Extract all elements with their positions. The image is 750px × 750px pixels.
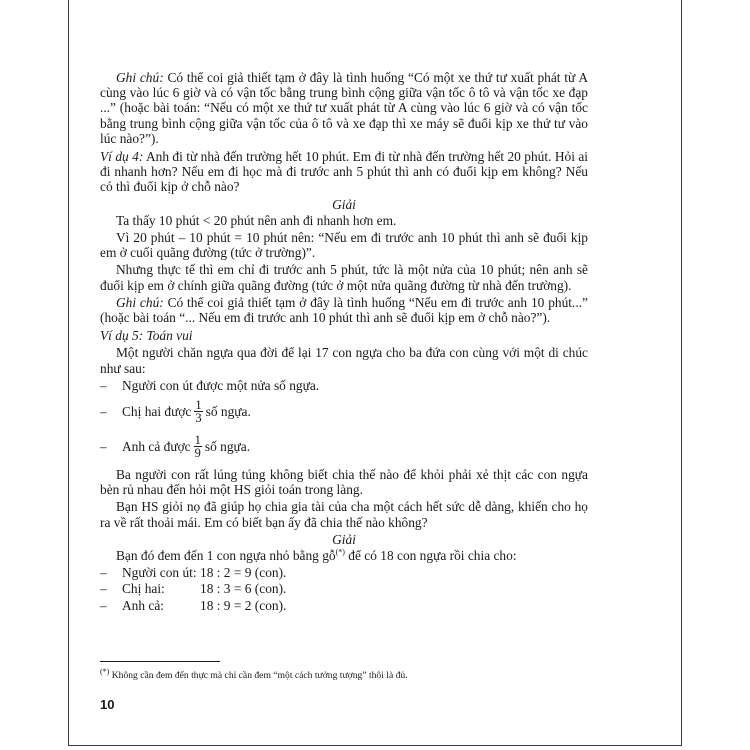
division-row-calc: 18 : 3 = 6 (con). [200, 581, 287, 597]
note-text: Có thể coi giả thiết tạm ở đây là tình huống “Có một xe thứ tư xuất phát từ A cùng vào lúc 6 giờ và có vận tốc bằng trung bình cộng giữa vận tốc ô tô và vận tốc xe đạp ...” (hoặc bài toán: “Nếu có một xe thứ tư xuất phát từ A cùng vào lúc 6 giờ và có vận tốc bằng trung bình cộng giữa vận tốc của ô tô và xe đạp thì xe máy sẽ đuổi kịp xe thứ tư vào lúc nào?”). [100, 70, 588, 146]
dash-bullet: – [100, 377, 107, 393]
division-row-person: Anh cả: [122, 597, 165, 613]
dash-bullet: – [100, 565, 107, 581]
will-item-3-before: Anh cả được [122, 438, 191, 454]
dash-bullet: – [100, 597, 107, 613]
note-label: Ghi chú: [116, 294, 164, 310]
page-number: 10 [100, 697, 115, 712]
dash-bullet: – [100, 403, 107, 419]
solution-4-line-3: Nhưng thực tế thì em chỉ đi trước anh 5 phút, tức là một nửa của 10 phút; nên anh sẽ đuổi kịp em ở chính giữa quãng đường (tức ở một nửa quãng đường từ nhà đến trường). [100, 262, 588, 293]
solution-heading: Giải [332, 196, 356, 212]
dash-bullet: – [100, 438, 107, 454]
division-row-person: Người con út: [122, 565, 197, 581]
footnote-mark: (*) [100, 666, 110, 676]
fraction-one-third [194, 399, 202, 424]
note-label: Ghi chú: [116, 70, 164, 85]
solution-heading: Giải [332, 531, 356, 547]
division-row [100, 581, 588, 596]
note-paragraph-1 [100, 70, 588, 146]
solution-5-intro [100, 548, 588, 563]
note-text: Có thể coi giả thiết tạm ở đây là tình huống “Nếu em đi trước anh 10 phút...” (hoặc bài toán “... Nếu em đi trước anh 10 phút thì anh sẽ đuổi kịp em ở chỗ nào?”). [100, 294, 588, 326]
will-item-2-after: số ngựa. [205, 403, 251, 419]
footnote-reference[interactable]: (*) [335, 547, 345, 557]
solution-4-line-1: Ta thấy 10 phút < 20 phút nên anh đi nhanh hơn em. [116, 212, 397, 228]
solution-4-line-2: Vì 20 phút – 10 phút = 10 phút nên: “Nếu em đi trước anh 10 phút thì anh sẽ đuổi kịp em ở cuối quãng đường (tức ở trường)”. [100, 230, 588, 261]
fraction-numerator: 1 [195, 398, 202, 413]
page-content [100, 70, 588, 614]
example-5-paragraph-2: Bạn HS giỏi nọ đã giúp họ chia gia tài của cha một cách hết sức dễ dàng, khiến cho họ ra về rất thoải mái. Em có biết bạn ấy đã chia thế nào không? [100, 499, 588, 530]
example-5-paragraph-1: Ba người con rất lúng túng không biết chia thế nào để khỏi phải xẻ thịt các con ngựa bèn rủ nhau đến hỏi một HS giỏi toán trong làng. [100, 467, 588, 498]
dash-bullet: – [100, 581, 107, 597]
division-row-person: Chị hai: [122, 581, 165, 597]
fraction-one-ninth [194, 434, 202, 459]
note-paragraph-2 [100, 295, 588, 325]
will-item-2 [100, 399, 588, 424]
will-item-1 [100, 378, 588, 393]
division-row [100, 565, 588, 580]
will-item-3-after: số ngựa. [204, 438, 251, 454]
footnote-text: Không cần đem đến thực mà chỉ cần đem “một cách tưởng tượng” thôi là đủ. [109, 670, 408, 681]
will-item-1-text: Người con út được một nửa số ngựa. [122, 377, 320, 393]
footnote [100, 666, 570, 682]
fraction-denominator: 9 [194, 446, 201, 461]
example-5-label: Ví dụ 5: Toán vui [100, 328, 193, 344]
fraction-denominator: 3 [195, 411, 202, 426]
solution-5-intro-after: để có 18 con ngựa rồi chia cho: [344, 548, 517, 564]
footnote-divider [100, 661, 220, 662]
fraction-numerator: 1 [194, 433, 201, 448]
solution-5-intro-before: Bạn đó đem đến 1 con ngựa nhỏ bằng gỗ [116, 548, 336, 564]
example-4-label: Ví dụ 4: [100, 149, 144, 165]
example-5-intro: Một người chăn ngựa qua đời để lại 17 con ngựa cho ba đứa con cùng với một di chúc như sau: [100, 345, 588, 376]
example-4-text: Anh đi từ nhà đến trường hết 10 phút. Em đi từ nhà đến trường hết 20 phút. Hỏi ai đi nhanh hơn? Nếu em đi học mà đi trước anh 5 phút thì anh có đuổi kịp em không? Nếu có thì đuổi kịp ở chỗ nào? [100, 149, 588, 195]
will-item-2-before: Chị hai được [122, 403, 192, 419]
division-row [100, 598, 588, 613]
example-5-heading [100, 328, 588, 343]
will-item-3 [100, 434, 588, 459]
division-row-calc: 18 : 2 = 9 (con). [200, 565, 287, 581]
division-row-calc: 18 : 9 = 2 (con). [200, 597, 287, 613]
example-4 [100, 149, 588, 195]
